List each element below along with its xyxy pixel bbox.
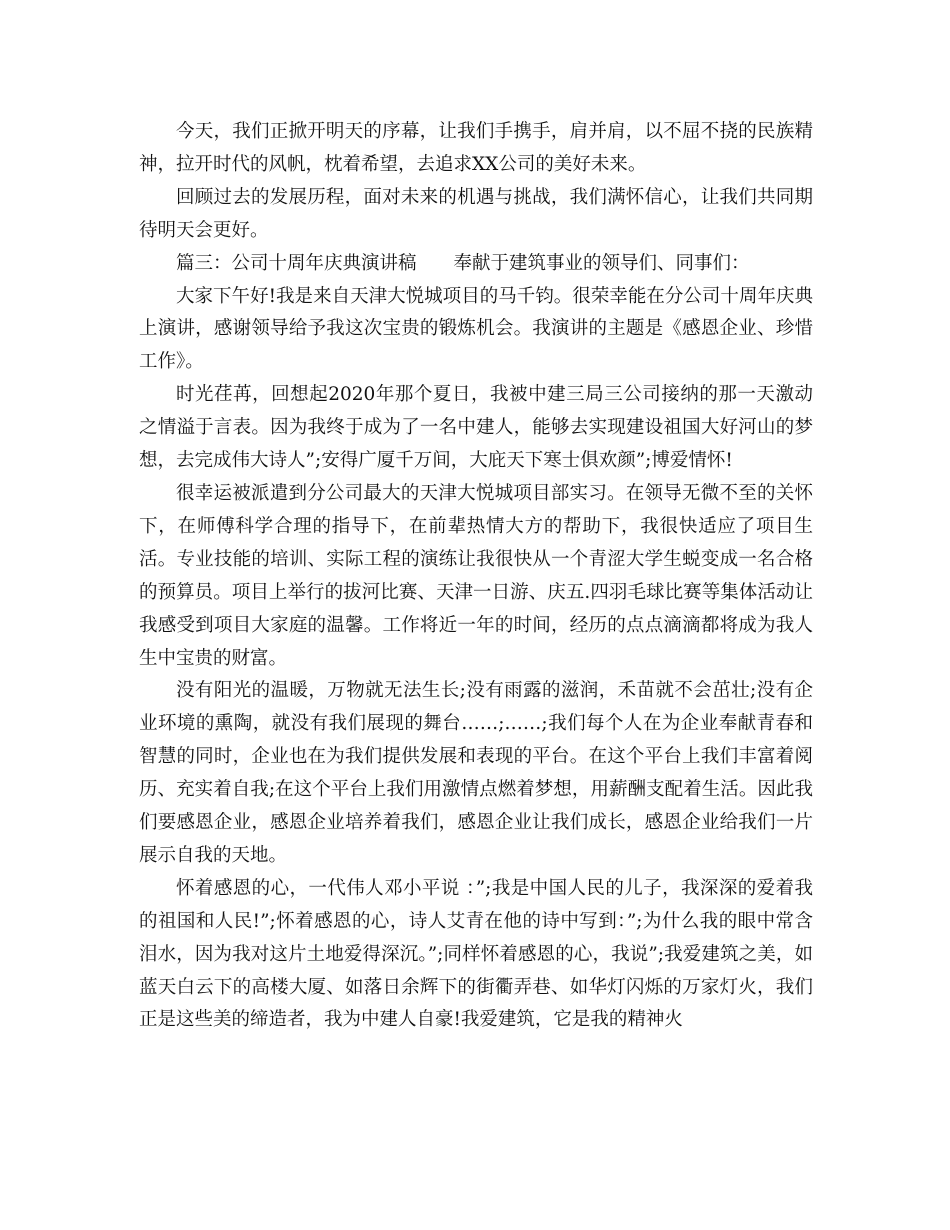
paragraph-7: 没有阳光的温暖，万物就无法生长;没有雨露的滋润，禾苗就不会茁壮;没有企业环境的熏陶，就没有我们展现的舞台……;……;我们每个人在为企业奉献青春和智慧的同时，企业也在为我们提供发展和表现的平台。在这个平台上我们丰富着阅历、充实着自我;在这个平台上我们用激情点燃着梦想，用薪酬支配着生活。因此我们要感恩企业，感恩企业培养着我们，感恩企业让我们成长，感恩企业给我们一片展示自我的天地。 — [139, 680, 813, 866]
paragraph-6: 很幸运被派遣到分公司最大的天津大悦城项目部实习。在领导无微不至的关怀下，在师傅科学合理的指导下，在前辈热情大方的帮助下，我很快适应了项目生活。专业技能的培训、实际工程的演练让我很快从一个青涩大学生蜕变成一名合格的预算员。项目上举行的拔河比赛、天津一日游、庆五.四羽毛球比赛等集体活动让我感受到项目大家庭的温馨。工作将近一年的时间，经历的点点滴滴都将成为我人生中宝贵的财富。 — [139, 482, 813, 669]
paragraph-5: 时光荏苒，回想起2020年那个夏日，我被中建三局三公司接纳的那一天激动之情溢于言表。因为我终于成为了一名中建人，能够去实现建设祖国大好河山的梦想，去完成伟大诗人”;安得广厦千万间，大庇天下寒士俱欢颜”;博爱情怀! — [139, 384, 813, 472]
paragraph-8: 怀着感恩的心，一代伟人邓小平说 ：”;我是中国人民的儿子，我深深的爱着我的祖国和人民!”;怀着感恩的心，诗人艾青在他的诗中写到：”;为什么我的眼中常含泪水，因为我对这片土地爱得深沉。”;同样怀着感恩的心，我说”;我爱建筑之美，如蓝天白云下的高楼大厦、如落日余辉下的街衢弄巷、如华灯闪烁的万家灯火，我们正是这些美的缔造者，我为中建人自豪!我爱建筑，它是我的精神火 — [139, 877, 813, 1031]
document-body — [139, 116, 813, 1037]
paragraph-4: 大家下午好!我是来自天津大悦城项目的马千钧。很荣幸能在分公司十周年庆典上演讲，感谢领导给予我这次宝贵的锻炼机会。我演讲的主题是《感恩企业、珍惜工作》。 — [139, 285, 813, 373]
paragraph-2: 回顾过去的发展历程，面对未来的机遇与挑战，我们满怀信心，让我们共同期待明天会更好。 — [139, 186, 813, 241]
paragraph-1: 今天，我们正掀开明天的序幕，让我们手携手，肩并肩，以不屈不挠的民族精神，拉开时代的风帆，枕着希望，去追求XX公司的美好未来。 — [139, 121, 813, 175]
paragraph-3-heading: 篇三：公司十周年庆典演讲稿 奉献于建筑事业的领导们、同事们： — [176, 252, 750, 274]
